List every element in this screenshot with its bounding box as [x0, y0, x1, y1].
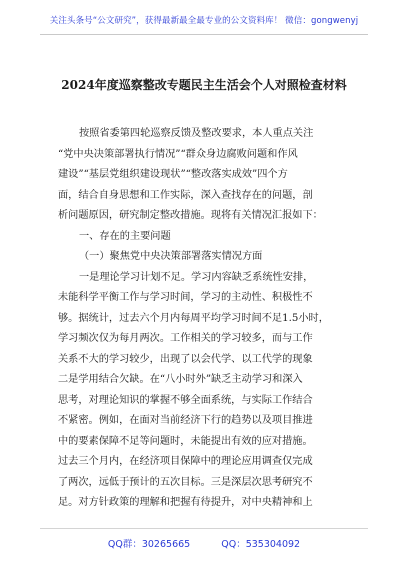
paragraph-line: 思考，对理论知识的掌握不够全面系统，与实际工作结合 — [58, 394, 313, 406]
section-heading: 一、存在的主要问题 — [79, 230, 171, 242]
paragraph-line: 未能科学平衡工作与学习时间，学习的主动性、积极性不 — [58, 292, 313, 303]
paragraph-line: 一是理论学习计划不足。学习内容缺乏系统性安排， — [79, 271, 314, 283]
footer-qq-group: QQ群：30265665 — [107, 539, 191, 550]
paragraph-line: “党中央决策部署执行情况”“群众身边腐败问题和作风 — [58, 148, 298, 160]
document-body — [58, 124, 354, 514]
footer-divider — [40, 528, 368, 529]
paragraph-line: 按照省委第四轮巡察反馈及整改要求，本人重点关注 — [79, 128, 314, 139]
paragraph-line: 够。据统计，过去六个月内每周平均学习时间不足1.5小时， — [58, 312, 329, 324]
footer-qq: QQ：535304092 — [221, 539, 301, 550]
paragraph-line: 面，结合自身思想和工作实际，深入查找存在的问题，剖 — [58, 189, 313, 201]
paragraph-line: 学习频次仅为每月两次。工作相关的学习较多，而与工作 — [58, 333, 313, 344]
paragraph-line: 二是学用结合欠缺。在“八小时外”缺乏主动学习和深入 — [58, 374, 303, 385]
footer — [0, 536, 408, 550]
paragraph-line: 过去三个月内，在经济项目保障中的理论应用调查仅完成 — [58, 456, 313, 467]
paragraph-line: 建设”“基层党组织建设现状”“整改落实成效”四个方 — [58, 169, 288, 180]
paragraph-line: 关系不大的学习较少，出现了以会代学、以工代学的现象 — [58, 353, 313, 365]
subsection-heading: （一）聚焦党中央决策部署落实情况方面 — [79, 251, 263, 262]
paragraph-line: 足。对方针政策的理解和把握有待提升，对中央精神和上 — [58, 497, 313, 508]
paragraph-line: 析问题原因，研究制定整改措施。现将有关情况汇报如下： — [58, 210, 323, 221]
paragraph-line: 中的要素保障不足等问题时，未能提出有效的应对措施。 — [58, 435, 313, 447]
top-banner: 关注头条号“公文研究”，获得最新最全最专业的公文资料库！ 微信：gongwenyj — [49, 16, 359, 26]
paragraph-line: 了两次，远低于预计的五次目标。三是深层次思考研究不 — [58, 476, 313, 488]
document-title: 2024年度巡察整改专题民主生活会个人对照检查材料 — [61, 78, 347, 92]
header-divider — [40, 34, 368, 35]
paragraph-line: 不紧密。例如，在面对当前经济下行的趋势以及项目推进 — [58, 415, 313, 426]
